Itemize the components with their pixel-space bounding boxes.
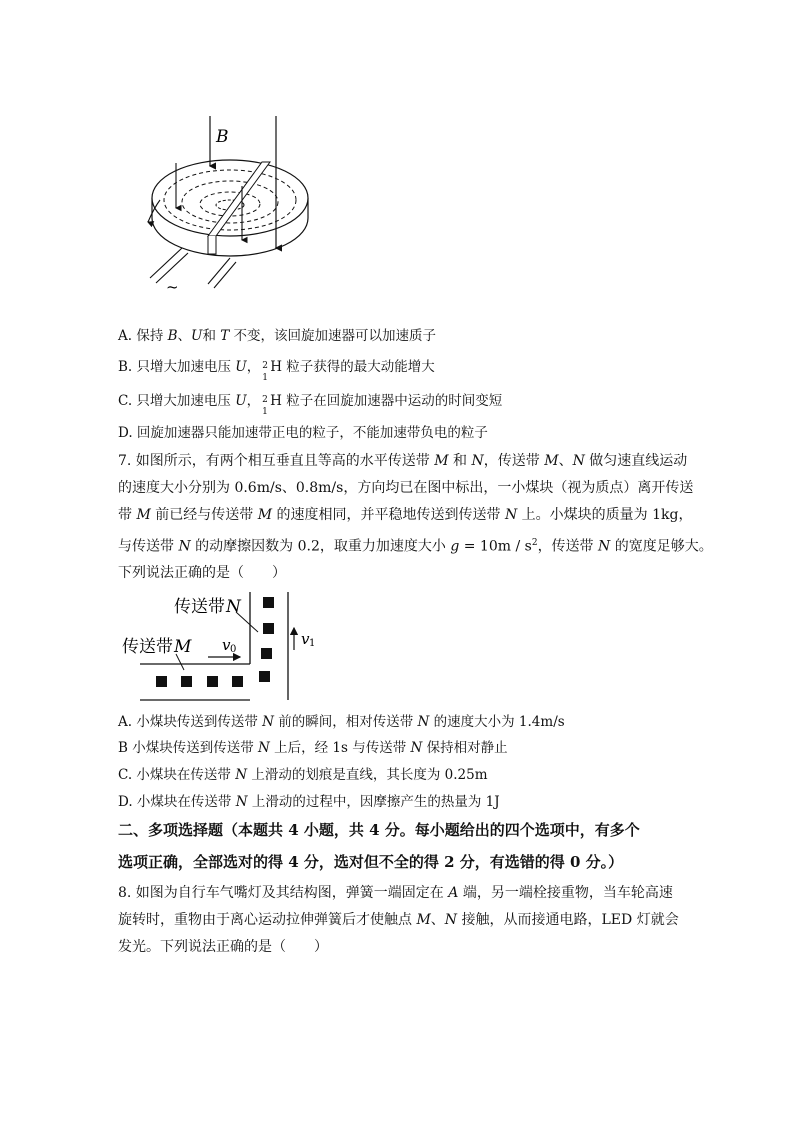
q7-option-a[interactable]: A. 小煤块传送到传送带 N 前的瞬间，相对传送带 N 的速度大小为 1.4m/s (118, 714, 565, 730)
deuteron-symbol: 2 1 (262, 394, 268, 417)
q7-stem-line-1: 7. 如图所示，有两个相互垂直且等高的水平传送带 M 和 N，传送带 M、N 做匀速直线运动 (118, 453, 688, 469)
q6-option-a[interactable]: A. 保持 B、U和 T 不变，该回旋加速器可以加速质子 (118, 328, 437, 344)
belt-m-letter: M (174, 637, 192, 657)
belt-m-label: 传送带 (122, 637, 173, 657)
q8-stem-line-2: 旋转时，重物由于离心运动拉伸弹簧后才使触点 M、N 接触，从而接通电路，LED 灯就会 (118, 912, 679, 928)
q6-option-c[interactable]: C. 只增大加速电压 U， 2 1 H 粒子在回旋加速器中运动的时间变短 (118, 393, 503, 417)
q7-stem-line-3: 带 M 前已经与传送带 M 的速度相同，并平稳地传送到传送带 N 上。小煤块的质量为 1kg， (118, 507, 693, 523)
q7-stem-line-4: 与传送带 N 的动摩擦因数为 0.2，取重力加速度大小 $g = 10m / s^2$，传送带 N 的宽度足够大。 (118, 538, 713, 555)
cyclotron-figure (130, 108, 320, 298)
section-heading-line-2: 选项正确，全部选对的得 4 分，选对但不全的得 2 分，有选错的得 0 分。） (118, 853, 624, 871)
q7-option-c[interactable]: C. 小煤块在传送带 N 上滑动的划痕是直线，其长度为 0.25m (118, 767, 488, 783)
belt-n-label: 传送带 (174, 597, 225, 617)
v1-subscript: 1 (309, 638, 316, 649)
v1-label: v (301, 630, 310, 648)
q8-stem-line-3: 发光。下列说法正确的是（ ） (118, 939, 328, 955)
q7-option-d[interactable]: D. 小煤块在传送带 N 上滑动的过程中，因摩擦产生的热量为 1J (118, 794, 500, 810)
q6-option-d[interactable]: D. 回旋加速器只能加速带正电的粒子，不能加速带负电的粒子 (118, 425, 488, 441)
field-label-B: B (216, 127, 229, 147)
q7-option-b[interactable]: B 小煤块传送到传送带 N 上后，经 1s 与传送带 N 保持相对静止 (118, 740, 508, 756)
v0-label: v (222, 636, 231, 654)
conveyor-figure (118, 588, 328, 706)
ac-source-symbol: ~ (166, 278, 179, 296)
section-heading-line-1: 二、多项选择题（本题共 4 小题，共 4 分。每小题给出的四个选项中，有多个 (118, 821, 640, 839)
q7-stem-line-2: 的速度大小分别为 0.6m/s、0.8m/s，方向均已在图中标出，一小煤块（视为质点）离开传送 (118, 480, 694, 496)
q8-stem-line-1: 8. 如图为自行车气嘴灯及其结构图，弹簧一端固定在 A 端，另一端栓接重物，当车轮高速 (118, 885, 673, 901)
belt-n-letter: N (226, 597, 241, 617)
deuteron-symbol: 2 1 (262, 360, 268, 383)
q6-option-b[interactable]: B. 只增大加速电压 U， 2 1 H 粒子获得的最大动能增大 (118, 359, 435, 383)
q7-stem-line-5: 下列说法正确的是（ ） (118, 565, 286, 581)
v0-subscript: 0 (230, 644, 237, 655)
